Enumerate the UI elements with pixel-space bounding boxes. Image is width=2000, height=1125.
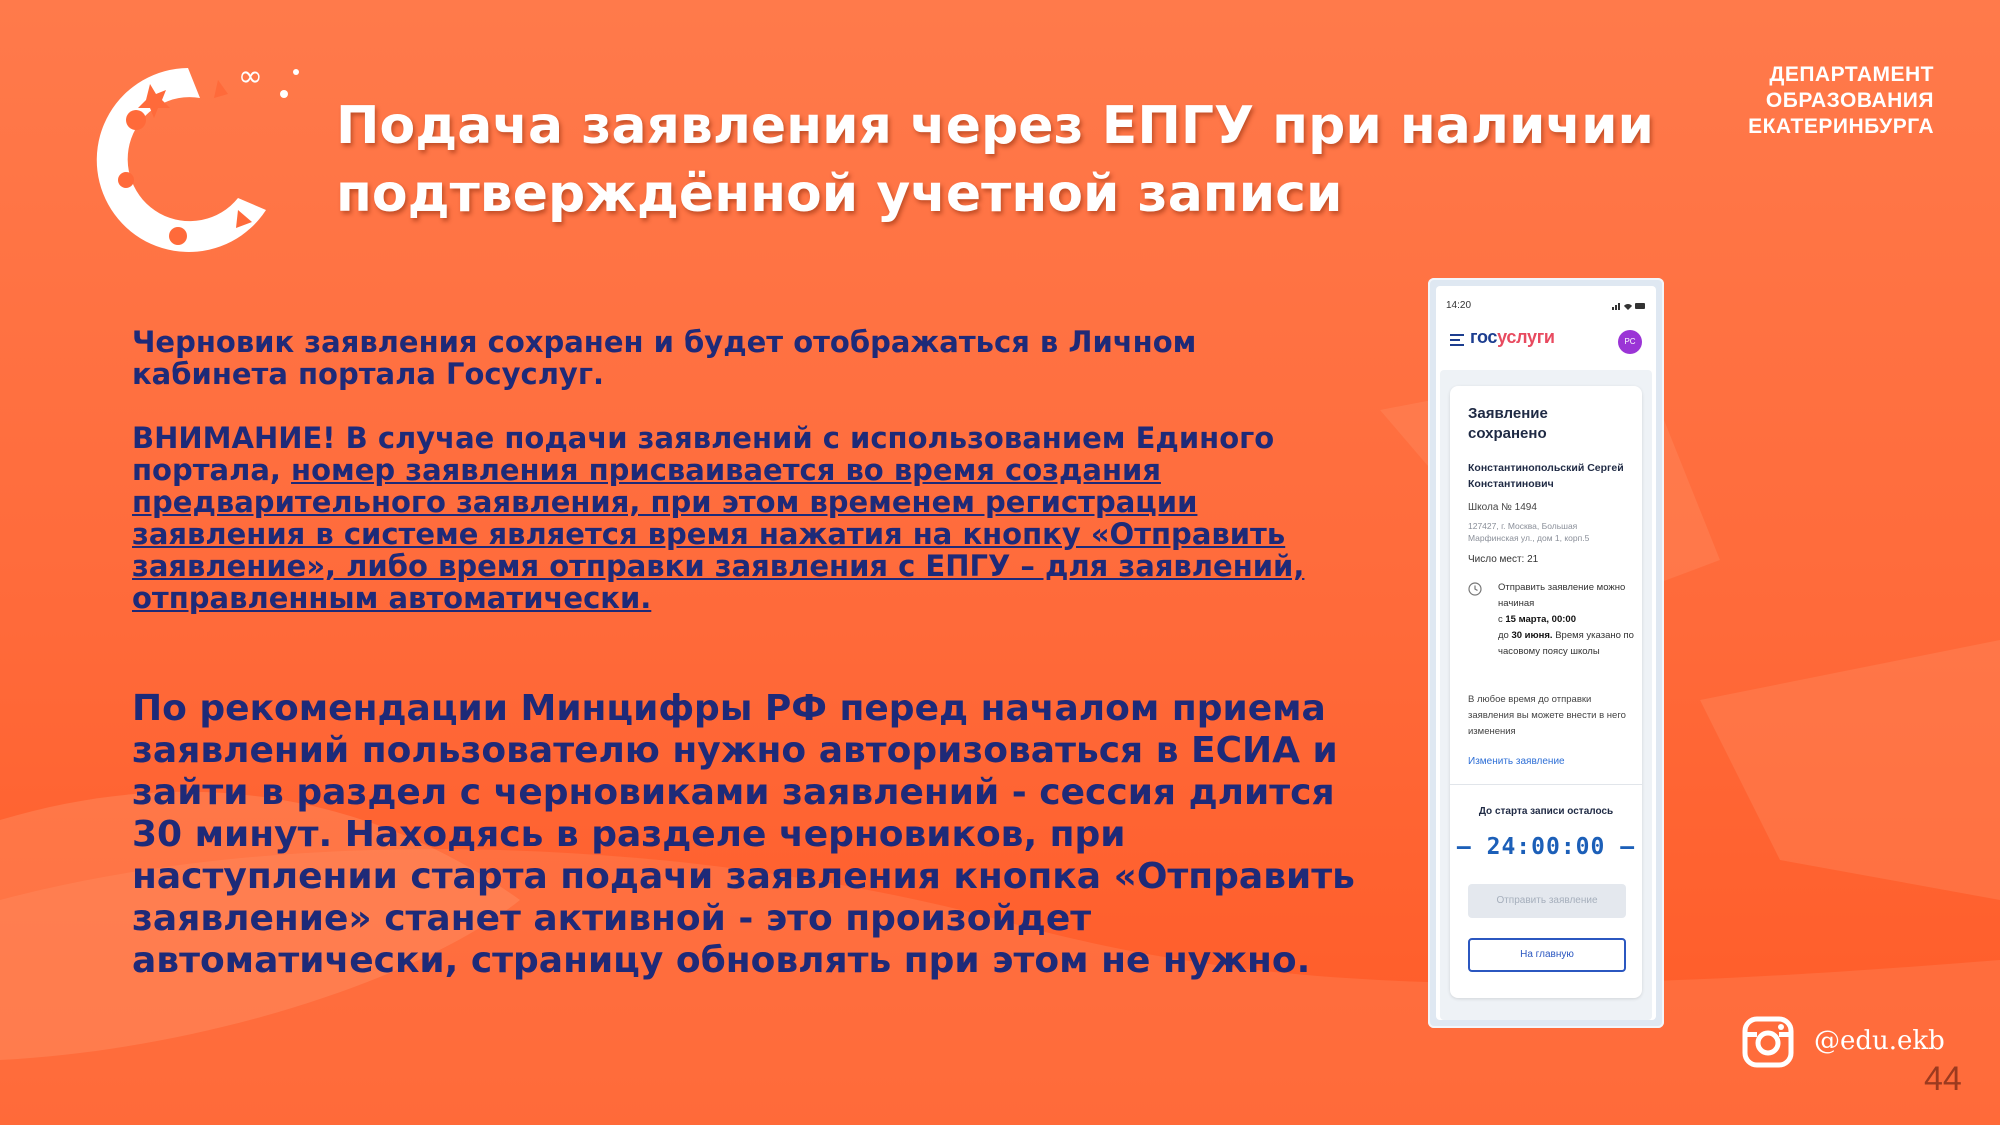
send-to-date: 30 июня. bbox=[1511, 630, 1553, 641]
attention-plain-text: ВНИМАНИЕ! В случае подачи заявлений с использованием Единого портала, bbox=[132, 421, 1275, 487]
change-note: В любое время до отправки заявления вы можете внести в него изменения bbox=[1468, 694, 1626, 737]
countdown-label: До старта записи осталось bbox=[1478, 806, 1614, 817]
page-number: 44 bbox=[1924, 1060, 1962, 1098]
title-line-1: Подача заявления через ЕПГУ при наличии bbox=[336, 96, 1654, 156]
department-line-2: ОБРАЗОВАНИЯ bbox=[1765, 89, 1934, 112]
status-bar bbox=[1446, 300, 1646, 314]
instagram-handle[interactable]: @edu.ekb bbox=[1814, 1026, 1945, 1056]
attention-paragraph bbox=[132, 422, 1342, 614]
seats-count: Число мест: 21 bbox=[1468, 554, 1539, 565]
gosuslugi-logo[interactable] bbox=[1470, 327, 1555, 348]
send-tail: Время указано по часовому поясу школы bbox=[1498, 630, 1634, 657]
status-time: 14:20 bbox=[1446, 300, 1472, 311]
send-line-1: Отправить заявление можно начиная bbox=[1498, 582, 1626, 609]
svg-text:∞: ∞ bbox=[238, 60, 263, 94]
department-line-1: ДЕПАРТАМЕНТ bbox=[1769, 63, 1934, 86]
send-prefix-from: с bbox=[1498, 614, 1506, 625]
send-application-button[interactable]: Отправить заявление bbox=[1468, 884, 1626, 918]
phone-screen bbox=[1436, 286, 1656, 1020]
department-label bbox=[1694, 62, 1934, 140]
phone-mockup bbox=[1428, 278, 1664, 1028]
school-address: 127427, г. Москва, Большая Марфинская ул., дом 1, корп.5 bbox=[1468, 521, 1590, 543]
instagram-icon[interactable] bbox=[1742, 1016, 1794, 1068]
brand-part-1: гос bbox=[1470, 327, 1498, 347]
signal-battery-icon bbox=[1612, 302, 1646, 310]
school-name: Школа № 1494 bbox=[1468, 502, 1537, 513]
countdown-timer: — 24:00:00 — bbox=[1456, 834, 1636, 860]
change-application-link[interactable]: Изменить заявление bbox=[1468, 756, 1565, 767]
gosuslugi-header bbox=[1436, 322, 1656, 362]
attention-underlined-text: номер заявления присваивается во время создания предварительного заявления, при этом временем регистрации заявления в системе является время нажатия на кнопку «Отправить заявление», либо время отправки заявления с ЕПГУ – для заявлений, отправленным автоматически. bbox=[132, 453, 1305, 615]
draft-saved-paragraph: Черновик заявления сохранен и будет отображаться в Личном кабинета портала Госуслуг. bbox=[132, 325, 1197, 391]
clock-icon bbox=[1468, 582, 1482, 596]
festival-logo-icon bbox=[88, 60, 318, 260]
application-card bbox=[1450, 386, 1642, 998]
send-schedule-text bbox=[1498, 580, 1648, 660]
menu-icon[interactable] bbox=[1450, 334, 1464, 346]
send-prefix-to: до bbox=[1498, 630, 1512, 641]
title-line-2: подтверждённой учетной записи bbox=[336, 164, 1343, 224]
send-from-date: 15 марта, 00:00 bbox=[1505, 614, 1576, 625]
slide-title bbox=[336, 92, 1706, 228]
brand-part-2: услуги bbox=[1497, 327, 1555, 347]
applicant-name: Константинопольский Сергей Константинович bbox=[1468, 462, 1624, 490]
home-button[interactable]: На главную bbox=[1468, 938, 1626, 972]
avatar[interactable]: РС bbox=[1618, 330, 1642, 354]
department-line-3: ЕКАТЕРИНБУРГА bbox=[1748, 115, 1934, 138]
recommendation-paragraph: По рекомендации Минцифры РФ перед началом приема заявлений пользователю нужно авторизоваться в ЕСИА и зайти в раздел с черновиками заявлений - сессия длится 30 минут. Находясь в разделе черновиков, при наступлении старта подачи заявления кнопка «Отправить заявление» станет активной - это произойдет автоматически, страницу обновлять при этом не нужно. bbox=[132, 688, 1355, 981]
card-title: Заявление сохранено bbox=[1468, 405, 1548, 442]
divider bbox=[1450, 784, 1642, 785]
